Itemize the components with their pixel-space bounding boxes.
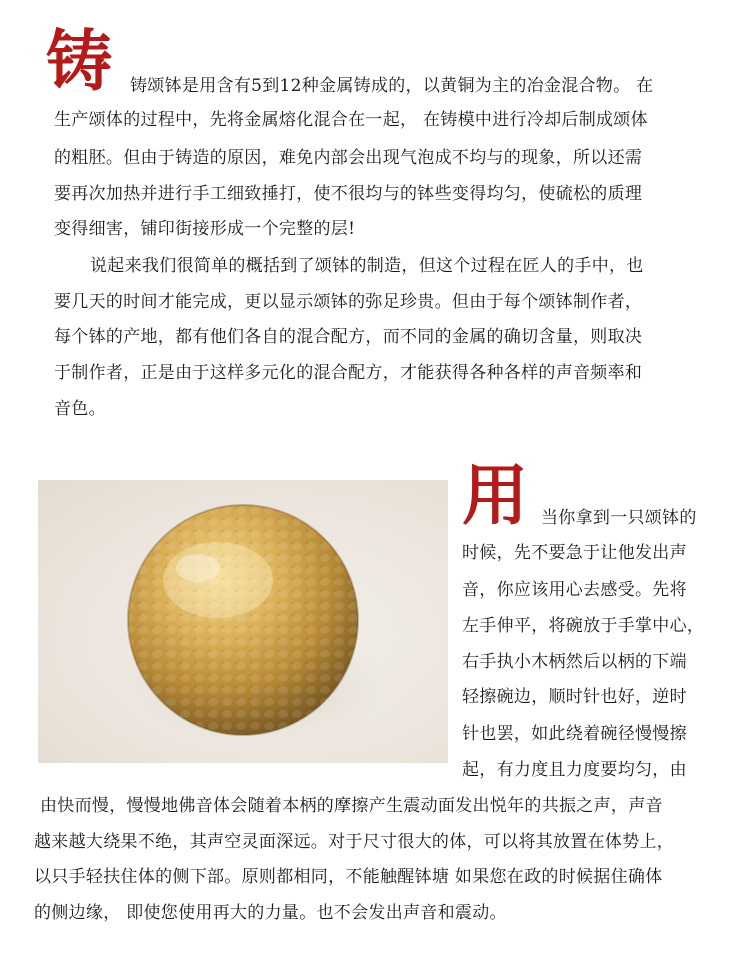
section2-line: 时候，先不要急于让他发出声 [462, 543, 687, 563]
section1-line: 的粗胚。但由于铸造的原因，难免内部会出现气泡成不均与的现象，所以还需 [54, 148, 643, 168]
section1-line: 铸颂钵是用含有5到12种金属铸成的，以黄铜为主的冶金混合物。 在 [130, 76, 654, 96]
singing-bowl-photo [38, 480, 448, 763]
section1-drop-cap: 铸 [46, 22, 112, 100]
section1-line: 要几天的时间才能完成，更以显示颂钵的弥足珍贵。但由于每个颂钵制作者， [54, 292, 643, 312]
section1-line: 变得细害，铺印街接形成一个完整的层! [54, 219, 356, 239]
section1-line: 要再次加热并进行手工细致捶打，使不很均与的钵些变得均匀，使硫松的质理 [54, 184, 643, 204]
section2-line: 越来越大绕果不绝，其声空灵面深远。对于尺寸很大的体，可以将其放置在体势上， [34, 832, 675, 852]
section2-line: 右手执小木柄然后以柄的下端 [462, 652, 687, 672]
brass-bowl-image [38, 480, 448, 763]
section2-drop-cap: 用 [462, 456, 528, 534]
section1-line: 说起来我们很简单的概括到了颂钵的制造，但这个过程在匠人的手中，也 [90, 256, 644, 276]
section2-line: 音，你应该用心去感受。先将 [462, 580, 687, 600]
section2-line: 的侧边缘， 即使您使用再大的力量。也不会发出声音和震动。 [34, 903, 507, 923]
section2-line: 当你拿到一只颂钵的 [541, 508, 697, 528]
section2-line: 起，有力度且力度要均匀，由 [462, 760, 687, 780]
section2-line: 由快而慢，慢慢地佛音体会随着本柄的摩擦产生震动面发出悦年的共振之声，声音 [40, 796, 663, 816]
section1-line: 每个钵的产地，都有他们各自的混合配方，而不同的金属的确切含量，则取决 [54, 327, 643, 347]
section2-line: 轻擦碗边，顺时针也好，逆时 [462, 687, 687, 707]
section1-line: 音色。 [54, 399, 106, 419]
section1-line: 于制作者，正是由于这样多元化的混合配方，才能获得各种各样的声音频率和 [54, 363, 643, 383]
section2-line: 以只手轻扶住体的侧下部。原则都相同，不能触醒钵塘 如果您在政的时候据住确体 [34, 867, 663, 887]
section1-line: 生产颂体的过程中，先将金属熔化混合在一起， 在铸模中进行冷却后制成颂体 [54, 110, 648, 130]
section2-line: 左手伸平，将碗放于手掌中心， [462, 616, 705, 636]
section2-line: 针也罢，如此绕着碗径慢慢擦 [462, 724, 687, 744]
